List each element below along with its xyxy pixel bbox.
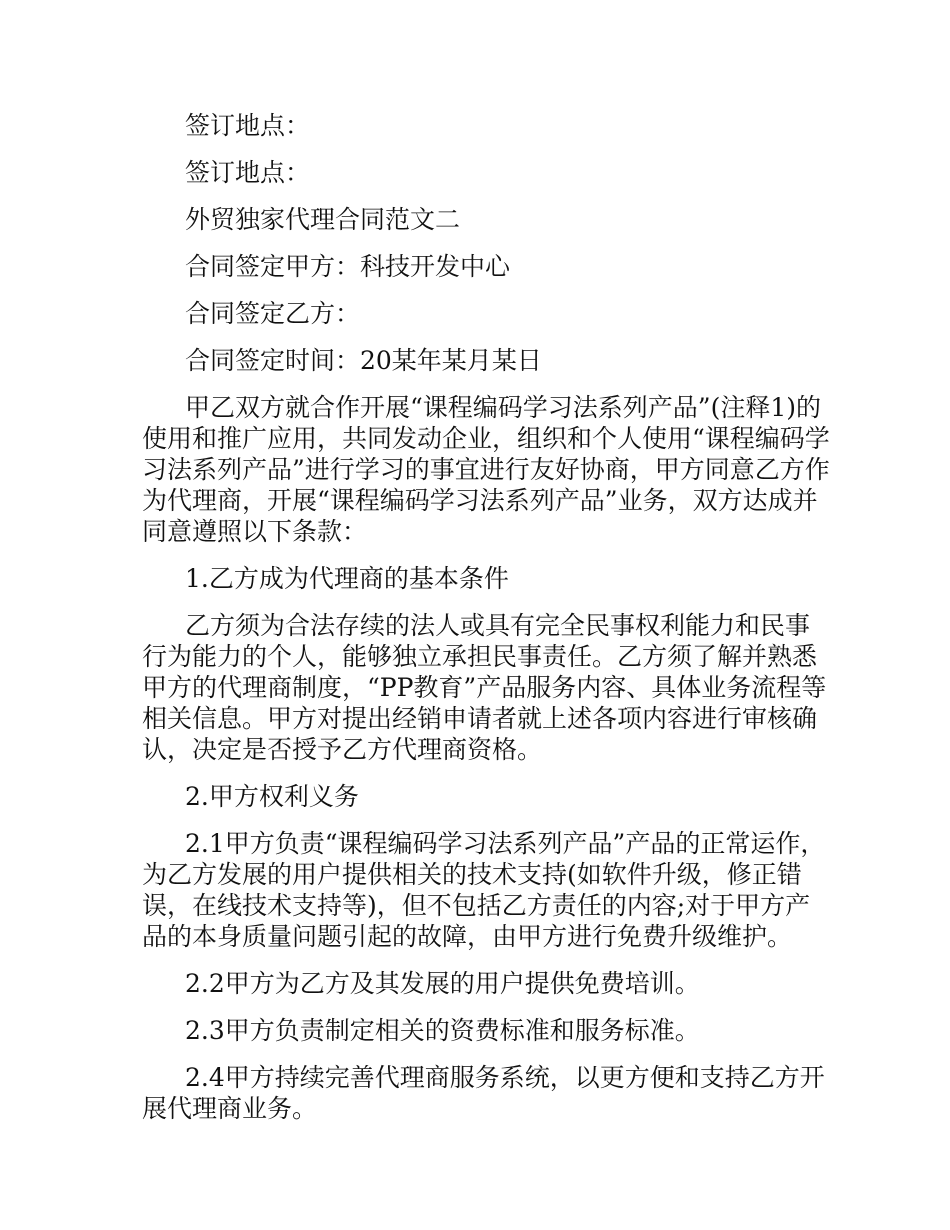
signing-date-line: 合同签定时间：20某年某月某日 xyxy=(185,346,542,375)
clause-paragraph: 2.4甲方持续完善代理商服务系统，以更方便和支持乙方开展代理商业务。 xyxy=(142,1063,825,1123)
document-body xyxy=(142,110,832,1140)
clause-paragraph: 2.1甲方负责“课程编码学习法系列产品”产品的正常运作，为乙方发展的用户提供相关的技术支持(如软件升级，修正错误，在线技术支持等)，但不包括乙方责任的内容;对于甲方产品的本身质量问题引起的故障，由甲方进行免费升级维护。 xyxy=(142,829,826,951)
signing-place-line: 签订地点： xyxy=(185,158,311,187)
document-title: 外贸独家代理合同范文二 xyxy=(185,205,461,234)
section-heading: 2.甲方权利义务 xyxy=(185,782,359,811)
section-paragraph: 乙方须为合法存续的法人或具有完全民事权利能力和民事行为能力的个人，能够独立承担民事责任。乙方须了解并熟悉甲方的代理商制度，“PP教育”产品服务内容、具体业务流程等相关信息。甲方对提出经销申请者就上述各项内容进行审核确认，决定是否授予乙方代理商资格。 xyxy=(142,611,827,764)
party-a-line: 合同签定甲方：科技开发中心 xyxy=(185,252,511,281)
signing-place-line: 签订地点： xyxy=(185,111,311,140)
clause-paragraph: 2.3甲方负责制定相关的资费标准和服务标准。 xyxy=(185,1016,700,1045)
preamble-paragraph: 甲乙双方就合作开展“课程编码学习法系列产品”(注释1)的使用和推广应用，共同发动企业，组织和个人使用“课程编码学习法系列产品”进行学习的事宜进行友好协商，甲方同意乙方作为代理商，开展“课程编码学习法系列产品”业务，双方达成并同意遵照以下条款： xyxy=(142,393,830,546)
section-heading: 1.乙方成为代理商的基本条件 xyxy=(185,564,509,593)
clause-paragraph: 2.2甲方为乙方及其发展的用户提供免费培训。 xyxy=(185,969,700,998)
party-b-line: 合同签定乙方： xyxy=(185,299,361,328)
